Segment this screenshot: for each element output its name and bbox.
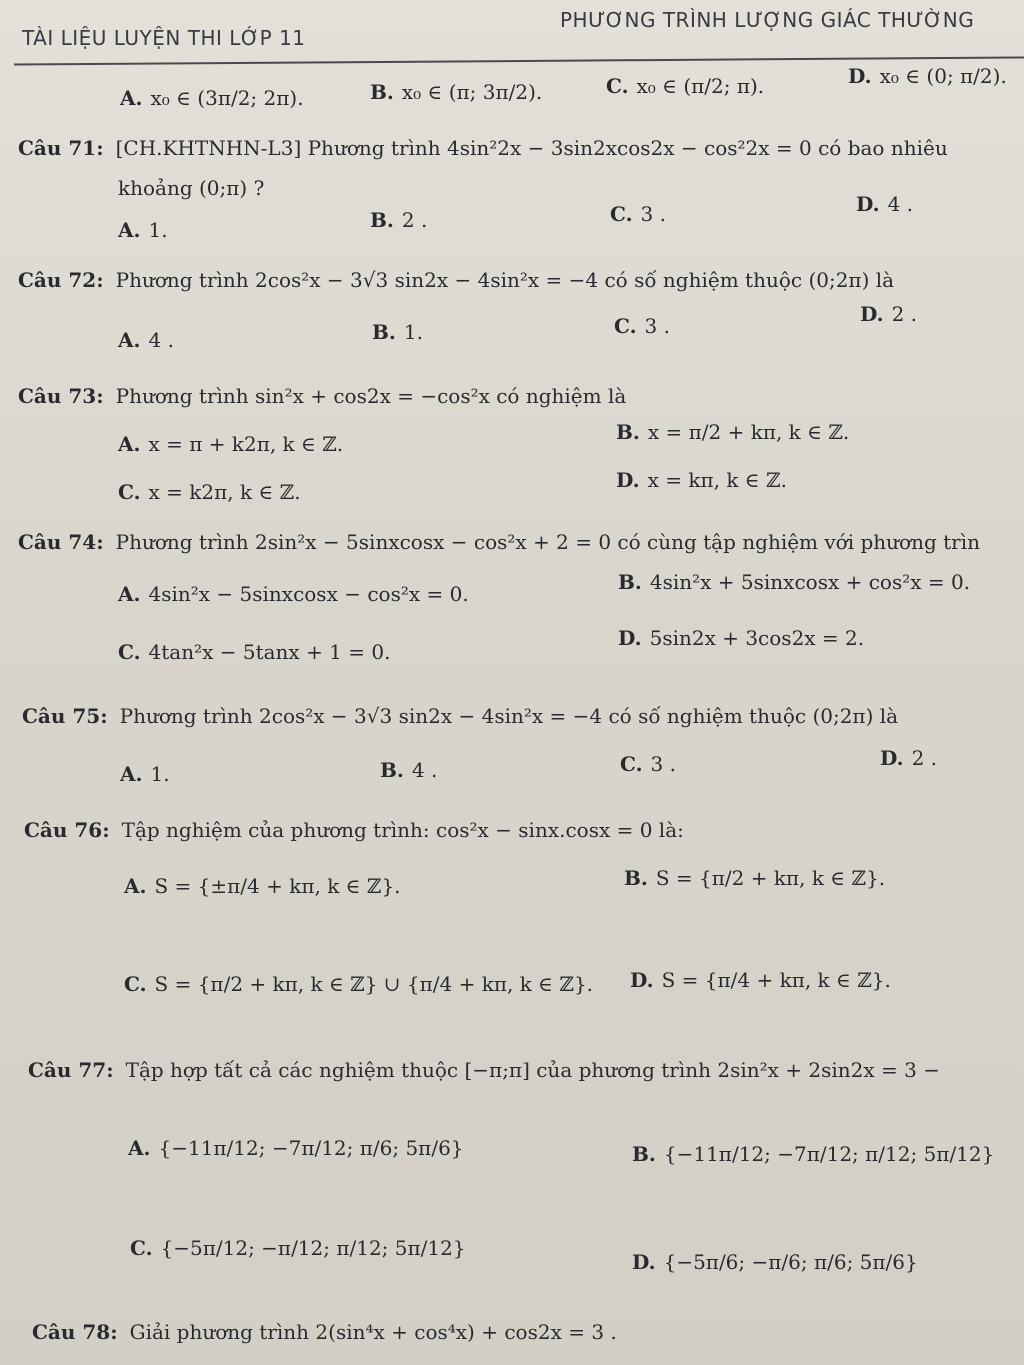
question-76-option-d: D. S = {π/4 + kπ, k ∈ ℤ}. — [630, 968, 891, 992]
question-72-option-d: D. 2 . — [860, 302, 918, 326]
question-75-option-c: C. 3 . — [620, 752, 676, 776]
question-77-option-a: A. {−11π/12; −7π/12; π/6; 5π/6} — [128, 1136, 464, 1160]
top-option-c: C. x₀ ∈ (π/2; π). — [606, 74, 765, 98]
question-75-option-b: B. 4 . — [380, 758, 438, 782]
question-75-option-d: D. 2 . — [880, 746, 938, 770]
question-78: Câu 78: Giải phương trình 2(sin⁴x + cos⁴x) + cos2x = 3 . — [32, 1320, 617, 1344]
header-right: PHƯƠNG TRÌNH LƯỢNG GIÁC THƯỜNG — [560, 8, 975, 32]
question-77: Câu 77: Tập hợp tất cả các nghiệm thuộc [−π;π] của phương trình 2sin²x + 2sin2x = 3 − — [28, 1058, 940, 1082]
question-74-option-d: D. 5sin2x + 3cos2x = 2. — [618, 626, 865, 650]
question-74: Câu 74: Phương trình 2sin²x − 5sinxcosx − cos²x + 2 = 0 có cùng tập nghiệm với phương trìn — [18, 530, 980, 554]
question-71-option-c: C. 3 . — [610, 202, 666, 226]
question-72: Câu 72: Phương trình 2cos²x − 3√3 sin2x − 4sin²x = −4 có số nghiệm thuộc (0;2π) là — [18, 268, 895, 292]
question-73-option-d: D. x = kπ, k ∈ ℤ. — [616, 468, 787, 492]
question-73-option-b: B. x = π/2 + kπ, k ∈ ℤ. — [616, 420, 850, 444]
top-option-d: D. x₀ ∈ (0; π/2). — [848, 64, 1007, 88]
question-74-option-a: A. 4sin²x − 5sinxcosx − cos²x = 0. — [118, 582, 469, 606]
question-76: Câu 76: Tập nghiệm của phương trình: cos²x − sinx.cosx = 0 là: — [24, 818, 684, 842]
question-74-option-c: C. 4tan²x − 5tanx + 1 = 0. — [118, 640, 391, 664]
question-72-option-a: A. 4 . — [118, 328, 174, 352]
question-76-option-a: A. S = {±π/4 + kπ, k ∈ ℤ}. — [124, 874, 401, 898]
question-75-option-a: A. 1. — [120, 762, 170, 786]
question-71-option-b: B. 2 . — [370, 208, 428, 232]
question-76-option-b: B. S = {π/2 + kπ, k ∈ ℤ}. — [624, 866, 886, 890]
top-option-b: B. x₀ ∈ (π; 3π/2). — [370, 80, 543, 104]
question-73-option-a: A. x = π + k2π, k ∈ ℤ. — [118, 432, 344, 456]
question-77-option-c: C. {−5π/12; −π/12; π/12; 5π/12} — [130, 1236, 466, 1260]
question-75: Câu 75: Phương trình 2cos²x − 3√3 sin2x − 4sin²x = −4 có số nghiệm thuộc (0;2π) là — [22, 704, 899, 728]
question-71-option-d: D. 4 . — [856, 192, 914, 216]
question-77-option-d: D. {−5π/6; −π/6; π/6; 5π/6} — [632, 1250, 918, 1274]
top-option-a: A. x₀ ∈ (3π/2; 2π). — [120, 86, 304, 110]
question-71-option-a: A. 1. — [118, 218, 168, 242]
question-73: Câu 73: Phương trình sin²x + cos2x = −cos²x có nghiệm là — [18, 384, 627, 408]
question-74-option-b: B. 4sin²x + 5sinxcosx + cos²x = 0. — [618, 570, 971, 594]
question-72-option-c: C. 3 . — [614, 314, 670, 338]
question-71: Câu 71: [CH.KHTNHN-L3] Phương trình 4sin²2x − 3sin2xcos2x − cos²2x = 0 có bao nhiêu — [18, 136, 948, 160]
question-77-option-b: B. {−11π/12; −7π/12; π/12; 5π/12} — [632, 1142, 995, 1166]
question-73-option-c: C. x = k2π, k ∈ ℤ. — [118, 480, 301, 504]
question-72-option-b: B. 1. — [372, 320, 423, 344]
question-71-text2: khoảng (0;π) ? — [118, 176, 265, 200]
question-76-option-c: C. S = {π/2 + kπ, k ∈ ℤ} ∪ {π/4 + kπ, k ∈ ℤ}. — [124, 972, 594, 996]
header-left: TÀI LIỆU LUYỆN THI LỚP 11 — [22, 26, 306, 50]
